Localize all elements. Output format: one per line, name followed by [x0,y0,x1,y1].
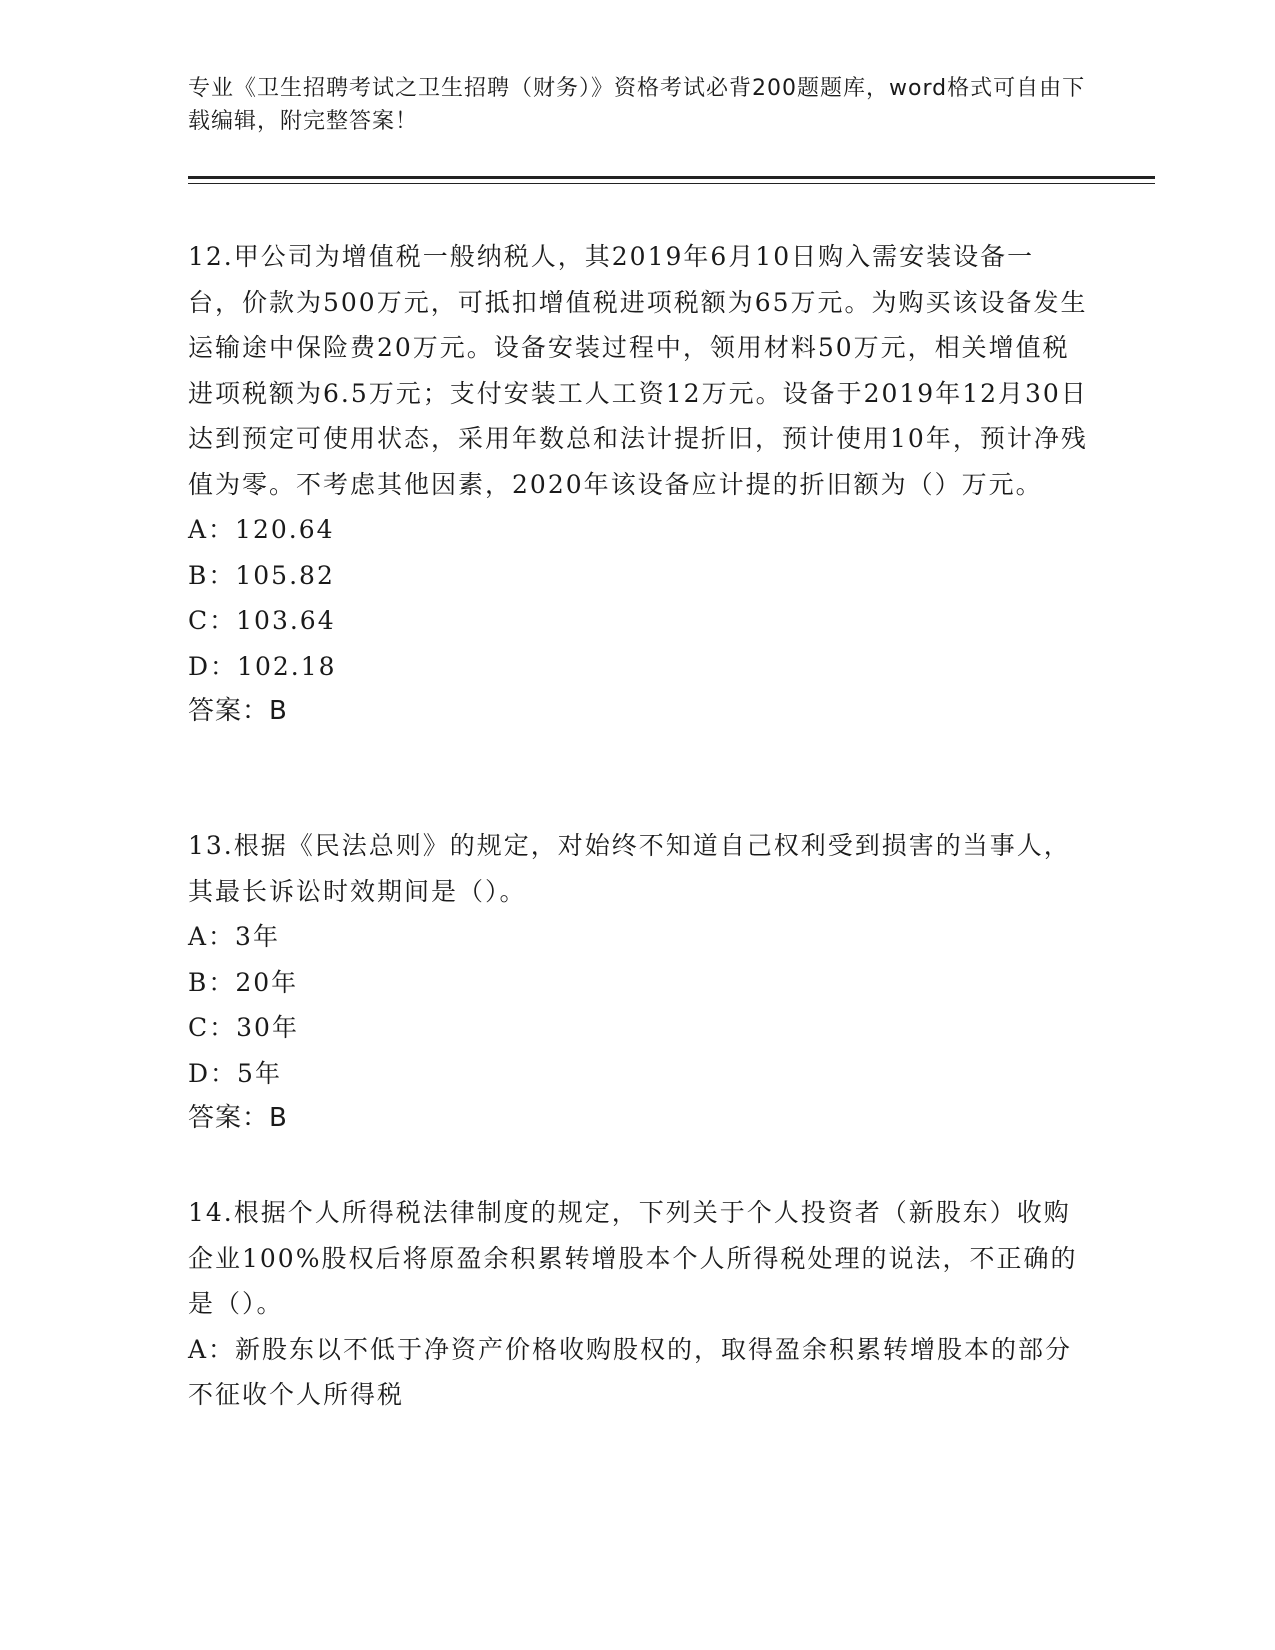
option-c: C：103.64 [188,606,336,635]
answer: 答案：B [188,1103,288,1133]
question-stem: 13.根据《民法总则》的规定，对始终不知道自己权利受到损害的当事人，其最长诉讼时效期间是（）。 [188,831,1071,906]
question-stem: 14.根据个人所得税法律制度的规定，下列关于个人投资者（新股东）收购企业100%股权后将原盈余积累转增股本个人所得税处理的说法，不正确的是（）。 [188,1198,1078,1318]
option-b: B：20年 [188,967,299,997]
option-a: A：3年 [188,922,280,951]
question-12 [188,234,1088,735]
document-header [188,72,1088,138]
document-title: 专业《卫生招聘考试之卫生招聘（财务）》资格考试必背200题题库，word格式可自由下载编辑，附完整答案！ [188,76,1086,134]
header-divider-thick [188,176,1155,179]
question-stem: 12.甲公司为增值税一般纳税人，其2019年6月10日购入需安装设备一台，价款为500万元，可抵扣增值税进项税额为65万元。为购买该设备发生运输途中保险费20万元。设备安装过程中，领用材料50万元，相关增值税进项税额为6.5万元；支付安装工人工资12万元。设备于2019年12月30日达到预定可使用状态，采用年数总和法计提折旧，预计使用10年，预计净残值为零。不考虑其他因素，2020年该设备应计提的折旧额为（）万元。 [188,242,1088,499]
answer: 答案：B [188,696,288,726]
option-c: C：30年 [188,1013,299,1042]
option-a: A：新股东以不低于净资产价格收购股权的，取得盈余积累转增股本的部分不征收个人所得税 [188,1334,1073,1409]
question-14 [188,1190,1088,1418]
option-d: D：5年 [188,1058,282,1088]
option-d: D：102.18 [188,651,337,681]
option-a: A：120.64 [188,515,335,544]
option-b: B：105.82 [188,560,335,590]
question-13 [188,823,1088,1142]
header-divider-thin [188,183,1155,184]
